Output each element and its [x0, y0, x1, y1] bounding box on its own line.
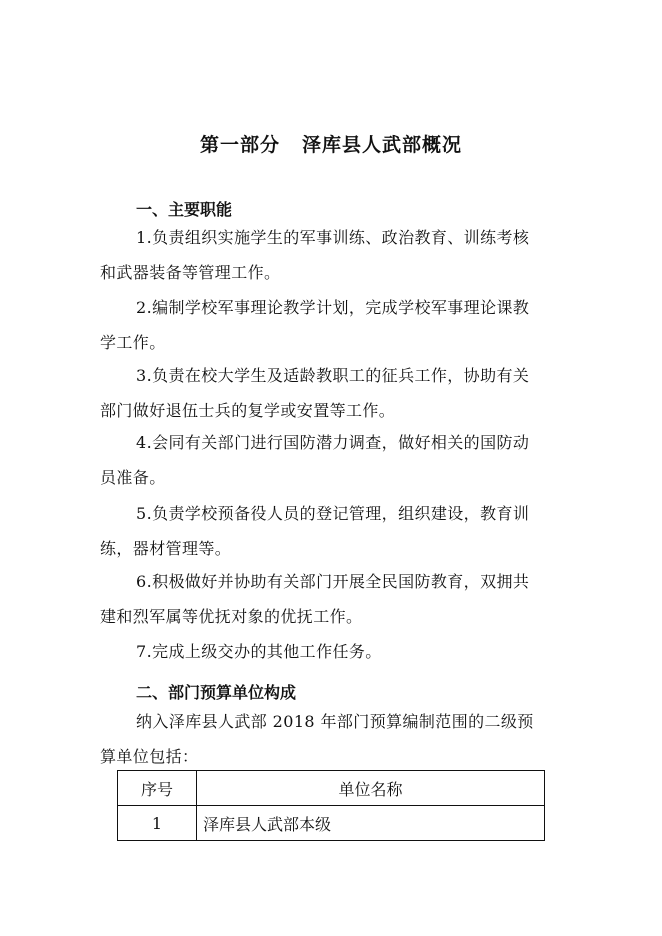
- function-item-5-line-1: 5.负责学校预备役人员的登记管理，组织建设，教育训: [136, 504, 530, 523]
- units-intro: [100, 704, 562, 774]
- units-intro-line-1: 纳入泽库县人武部 2018 年部门预算编制范围的二级预: [136, 712, 534, 731]
- function-item-5: [100, 496, 562, 566]
- function-item-3-line-2: 部门做好退伍士兵的复学或安置等工作。: [100, 401, 396, 420]
- cell-seq: 1: [118, 806, 197, 841]
- title-name: 泽库县人武部概况: [302, 134, 463, 156]
- function-item-5-line-2: 练，器材管理等。: [100, 539, 232, 558]
- title-part: 第一部分: [199, 134, 280, 156]
- function-item-3: [100, 358, 562, 428]
- function-item-3-line-1: 3.负责在校大学生及适龄教职工的征兵工作，协助有关: [136, 366, 530, 385]
- cell-unit-name: 泽库县人武部本级: [197, 806, 545, 841]
- function-item-7-line-1: 7.完成上级交办的其他工作任务。: [136, 642, 382, 661]
- table-header-row: [118, 771, 545, 806]
- function-item-1-line-2: 和武器装备等管理工作。: [100, 263, 281, 282]
- table-row: [118, 806, 545, 841]
- function-item-4-line-1: 4.会同有关部门进行国防潜力调查，做好相关的国防动: [136, 433, 530, 452]
- function-item-6-line-1: 6.积极做好并协助有关部门开展全民国防教育，双拥共: [136, 572, 530, 591]
- function-item-4-line-2: 员准备。: [100, 468, 166, 487]
- function-item-1: [100, 220, 562, 290]
- function-item-7: [100, 634, 562, 669]
- function-item-2-line-1: 2.编制学校军事理论教学计划，完成学校军事理论课教: [136, 298, 530, 317]
- units-intro-line-2: 算单位包括：: [100, 747, 199, 766]
- header-unit-name: 单位名称: [197, 771, 545, 806]
- section-heading-units: 二、部门预算单位构成: [136, 683, 297, 702]
- budget-unit-table: [117, 770, 545, 841]
- function-item-1-line-1: 1.负责组织实施学生的军事训练、政治教育、训练考核: [136, 228, 530, 247]
- page-title: [0, 130, 662, 157]
- function-item-4: [100, 425, 562, 495]
- section-heading-functions: 一、主要职能: [136, 200, 233, 219]
- function-item-6-line-2: 建和烈军属等优抚对象的优抚工作。: [100, 607, 363, 626]
- function-item-2-line-2: 学工作。: [100, 333, 166, 352]
- function-item-2: [100, 290, 562, 360]
- header-seq: 序号: [118, 771, 197, 806]
- function-item-6: [100, 564, 562, 634]
